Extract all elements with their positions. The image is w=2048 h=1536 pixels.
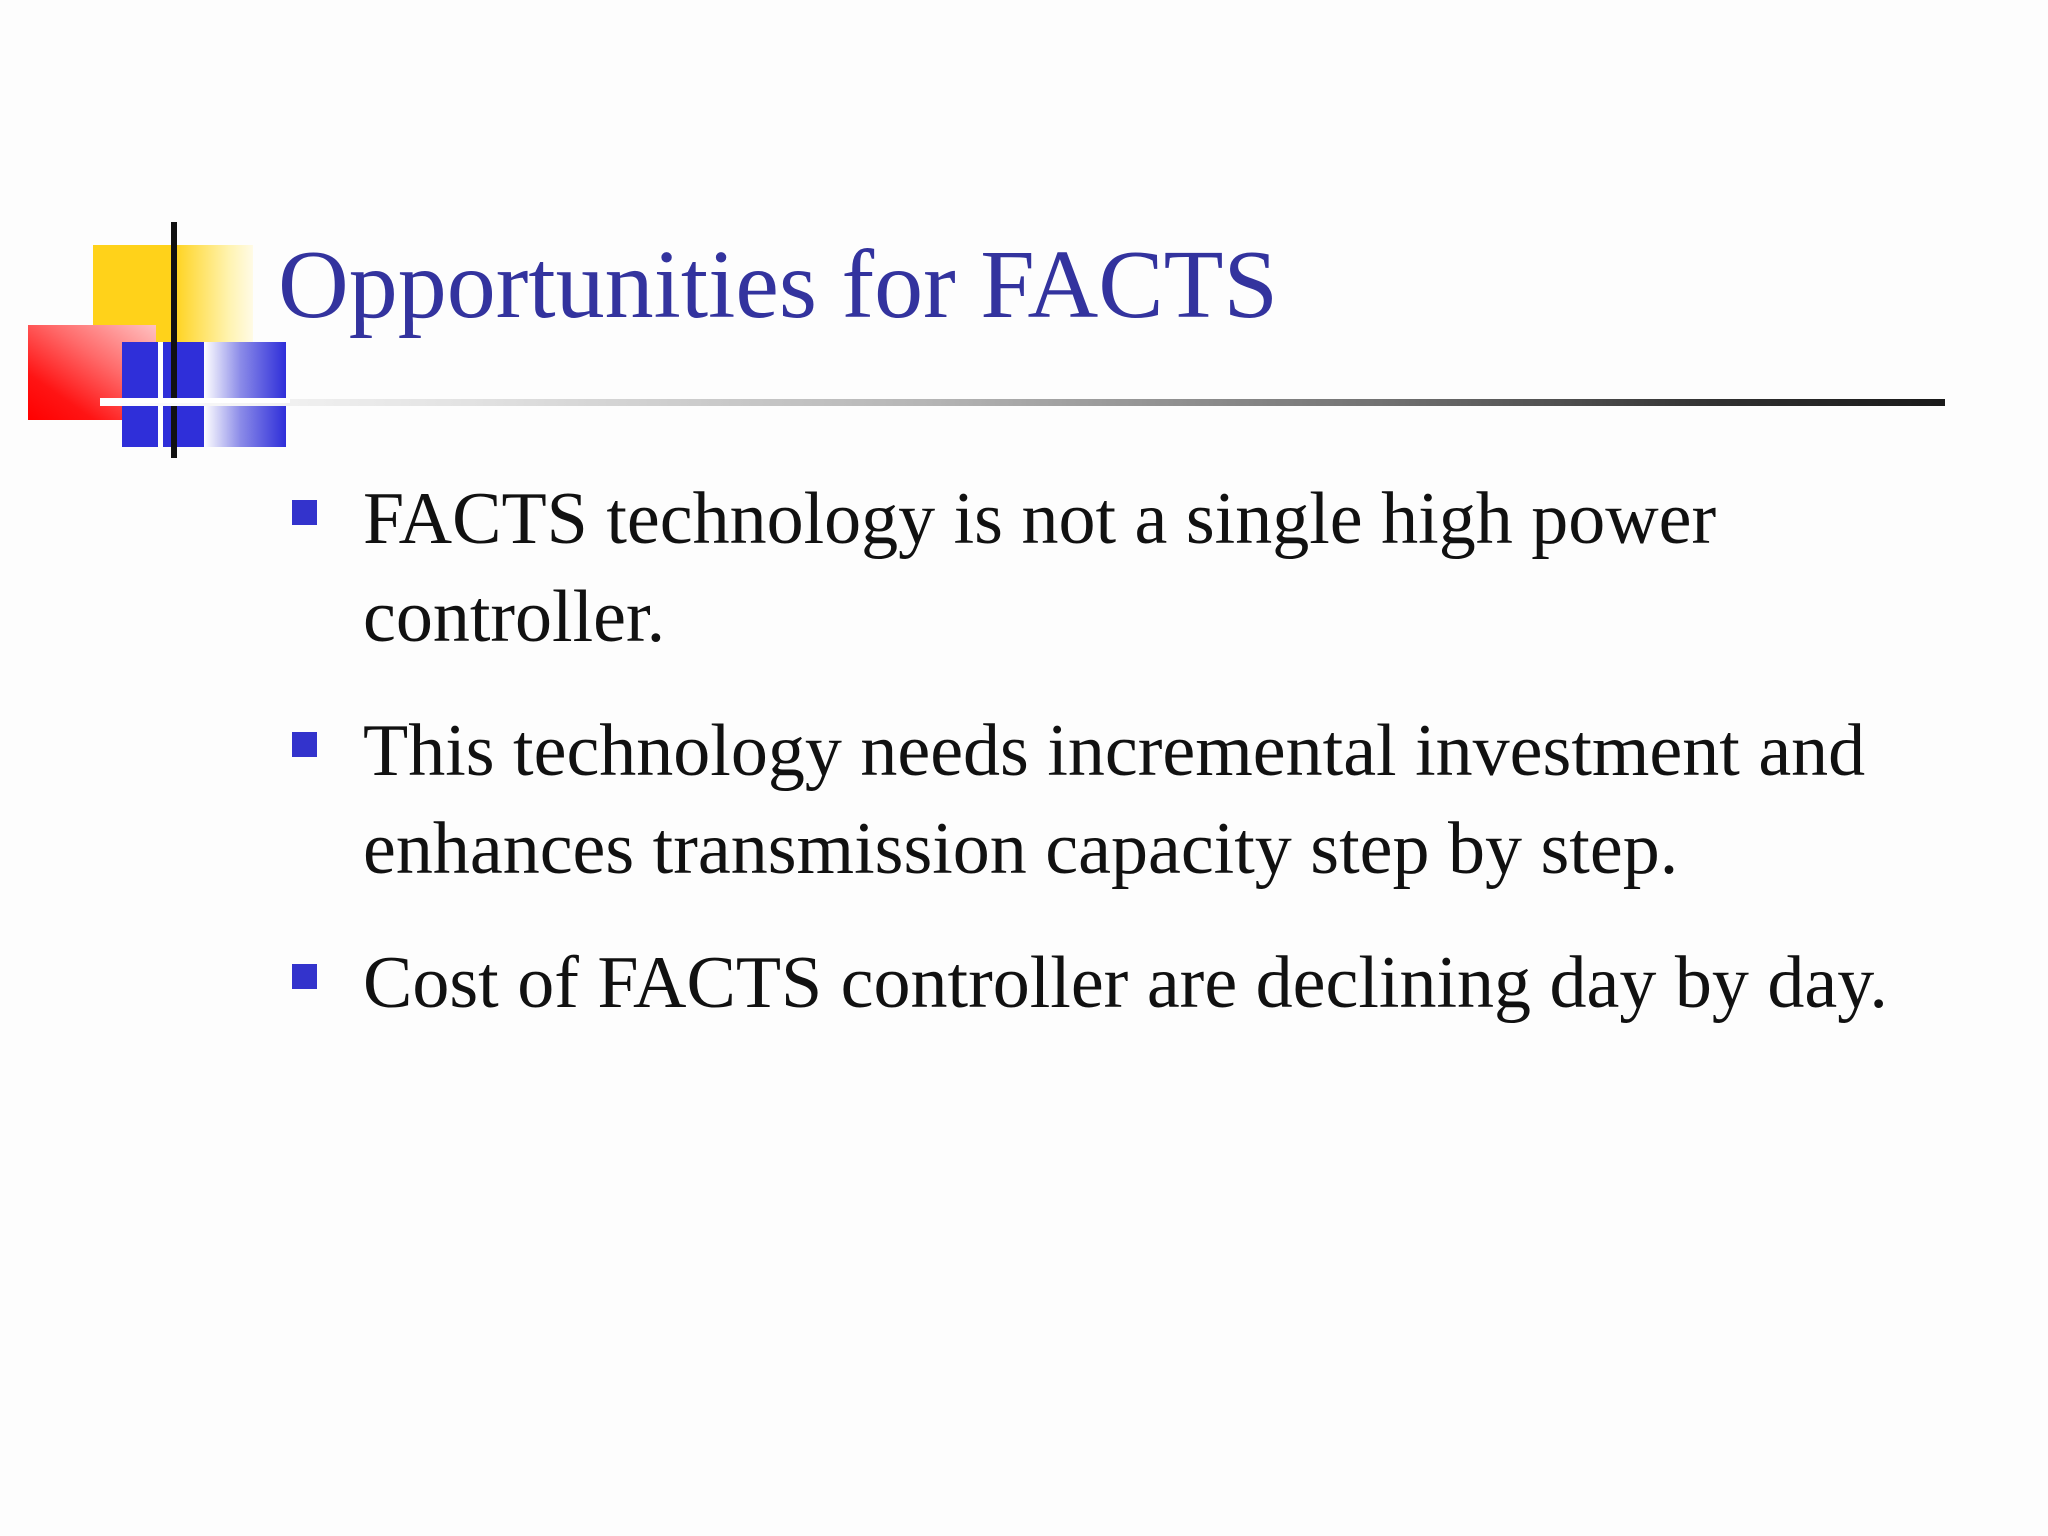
- bullet-list: [288, 470, 2008, 1068]
- bullet-item: [288, 702, 2008, 898]
- blue-gradient-square: [204, 342, 286, 447]
- blue-square: [122, 342, 204, 447]
- logo-white-divider-horizontal: [100, 398, 290, 403]
- bullet-text: Cost of FACTS controller are declining day by day.: [363, 942, 1888, 1024]
- square-bullet-icon: [292, 500, 317, 525]
- square-bullet-icon: [292, 964, 317, 989]
- title-underline: [100, 399, 1945, 406]
- slide-title: Opportunities for FACTS: [278, 231, 1278, 339]
- bullet-text: This technology needs incremental investment and enhances transmission capacity step by step.: [363, 710, 1866, 890]
- logo-white-divider-vertical: [158, 342, 163, 447]
- bullet-text: FACTS technology is not a single high power controller.: [363, 478, 1717, 658]
- color-squares-logo: [0, 0, 300, 480]
- logo-black-line: [171, 222, 177, 458]
- bullet-item: [288, 470, 2008, 666]
- square-bullet-icon: [292, 732, 317, 757]
- bullet-item: [288, 934, 2008, 1032]
